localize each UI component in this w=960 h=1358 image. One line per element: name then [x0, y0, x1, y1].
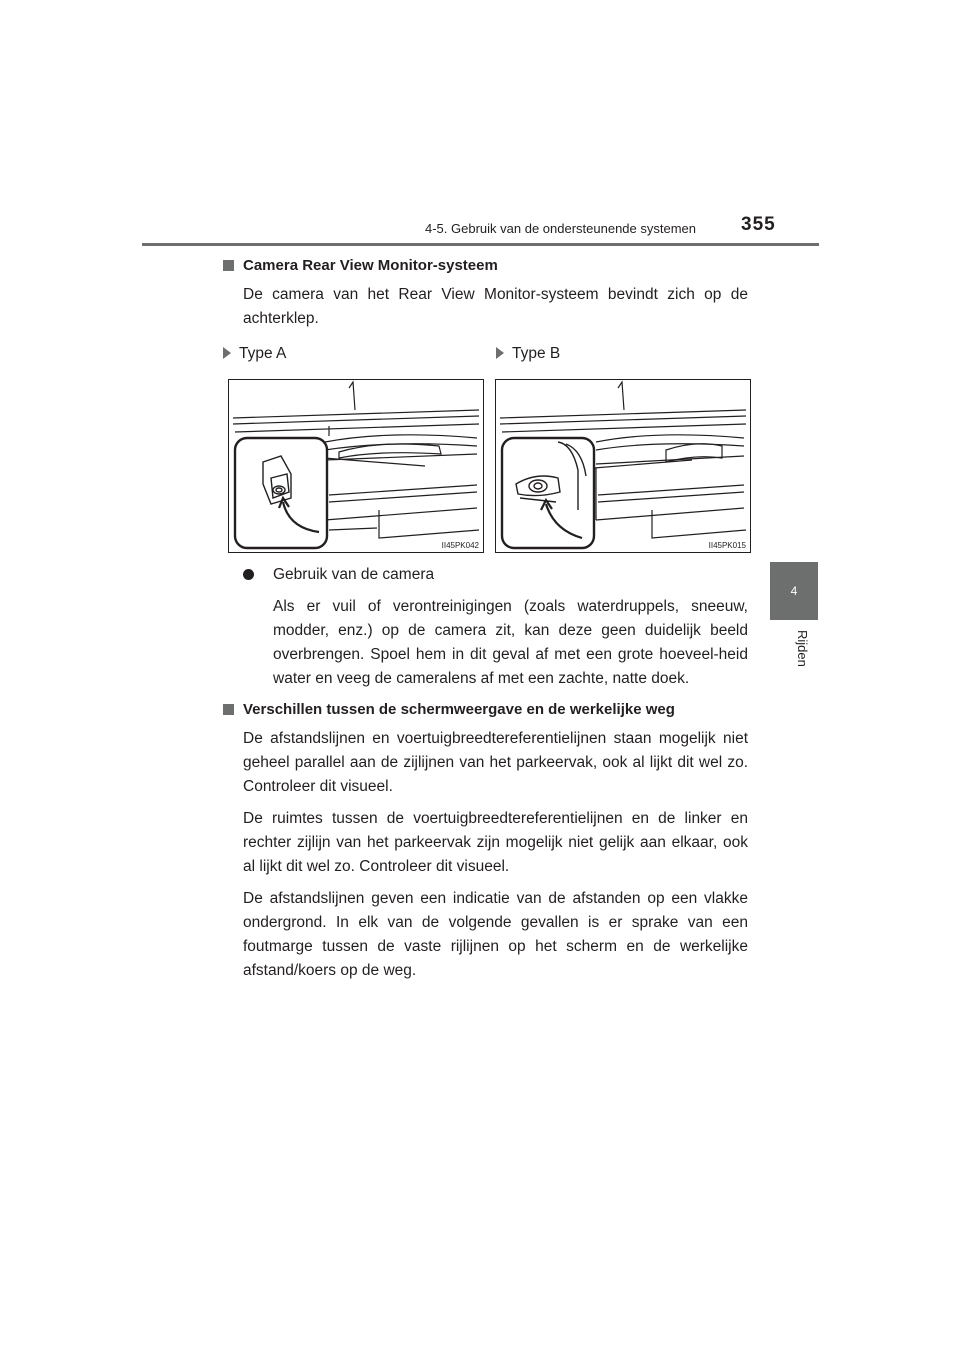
figure-type-a — [228, 379, 484, 553]
round-bullet-icon — [243, 569, 254, 580]
camera-intro-text: De camera van het Rear View Monitor-systeem bevindt zich op de achterklep. — [243, 286, 748, 327]
tailgate-camera-illustration-a — [229, 380, 483, 552]
paragraph: De afstandslijnen en voertuigbreedtereferentielijnen staan mogelijk niet geheel parallel aan de zijlijnen van het parkeervak, ook al lijkt dit wel zo. Controleer dit visueel. — [243, 730, 748, 795]
type-b-text: Type B — [512, 345, 561, 362]
square-bullet-icon — [223, 260, 234, 271]
paragraph: De ruimtes tussen de voertuigbreedtereferentielijnen en de linker en rechter zijlijn van het parkeervak zijn mogelijk niet gelijk aan elkaar, ook al lijkt dit wel zo. Controleer dit visueel. — [243, 810, 748, 875]
running-header-section: 4-5. Gebruik van de ondersteunende systemen — [425, 221, 697, 236]
chapter-tab — [770, 562, 818, 620]
bullet-text: Als er vuil of verontreinigingen (zoals waterdruppels, sneeuw, modder, enz.) op de camera zit, kan deze geen duidelijk beeld overbrengen. Spoel hem in dit geval af met een grote hoeveel-heid water en veeg de cameralens af met een zachte, natte doek. — [273, 598, 748, 687]
figure-code-a: II45PK042 — [441, 541, 479, 550]
figure-code-b: II45PK015 — [708, 541, 746, 550]
bullet-camera-usage — [223, 563, 748, 691]
type-a-label — [223, 345, 286, 363]
type-a-text: Type A — [239, 345, 287, 362]
figures — [223, 379, 748, 555]
type-labels — [223, 345, 748, 369]
chapter-number: 4 — [790, 584, 798, 598]
section-heading-camera — [223, 255, 748, 277]
chapter-label: Rijden — [795, 630, 810, 667]
triangle-marker-icon — [223, 347, 231, 359]
section-heading-text: Verschillen tussen de schermweergave en de werkelijke weg — [243, 701, 675, 718]
figure-type-b — [495, 379, 751, 553]
triangle-marker-icon — [496, 347, 504, 359]
page-content — [223, 255, 748, 983]
square-bullet-icon — [223, 704, 234, 715]
header-divider — [142, 243, 819, 246]
tailgate-camera-illustration-b — [496, 380, 750, 552]
section-heading-text: Camera Rear View Monitor-systeem — [243, 257, 498, 274]
paragraph: De afstandslijnen geven een indicatie van de afstanden op een vlakke ondergrond. In elk van de volgende gevallen is er sprake van een foutmarge tussen de vaste rijlijnen op het scherm en de werkelijke afstand/koers op de weg. — [243, 890, 748, 979]
type-b-label — [496, 345, 560, 363]
bullet-title: Gebruik van de camera — [273, 566, 435, 583]
section-heading-differences — [223, 699, 748, 721]
page-number: 355 — [741, 214, 776, 235]
